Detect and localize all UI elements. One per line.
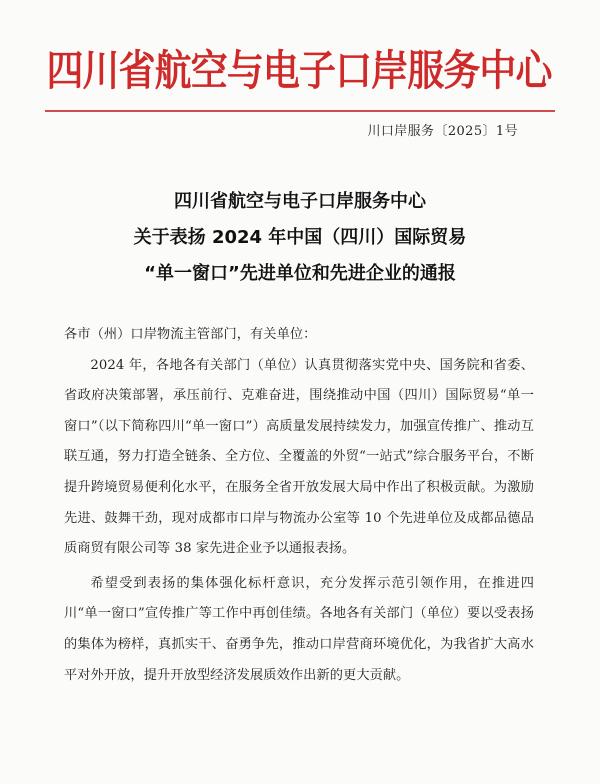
- document-number: 川口岸服务〔2025〕1号: [367, 124, 518, 139]
- salutation: 各市（州）口岸物流主管部门，有关单位：: [64, 327, 317, 342]
- notice-body: [64, 320, 534, 691]
- title-line-1: 四川省航空与电子口岸服务中心: [174, 191, 426, 212]
- letterhead-title: 四川省航空与电子口岸服务中心: [46, 46, 552, 95]
- body-paragraph-2: 希望受到表扬的集体强化标杆意识，充分发挥示范引领作用，在推进四川“单一窗口”宣传推广等工作中再创佳绩。各地各有关部门（单位）要以受表扬的集体为榜样，真抓实干、奋勇争先，推动口岸营商环境优化，为我省扩大高水平对外开放，提升开放型经济发展质效作出新的更大贡献。: [64, 575, 534, 683]
- title-line-3: “单一窗口”先进单位和先进企业的通报: [144, 263, 456, 284]
- title-line-2: 关于表扬 2024 年中国（四川）国际贸易: [133, 227, 467, 248]
- red-divider: [45, 110, 555, 112]
- document-title: [54, 184, 546, 292]
- body-paragraph-1: 2024 年，各地各有关部门（单位）认真贯彻落实党中央、国务院和省委、省政府决策部署，承压前行、克难奋进，围绕推动中国（四川）国际贸易“单一窗口”（以下简称四川“单一窗口”）高质量发展持续发力，加强宣传推广、推动互联互通，努力打造全链条、全方位、全覆盖的外贸“一站式”综合服务平台，不断提升跨境贸易便利化水平，在服务全省开放发展大局中作出了积极贡献。为激励先进、鼓舞干劲，现对成都市口岸与物流办公室等 10 个先进单位及成都品德品质商贸有限公司等 38 家先进企业予以通报表扬。: [64, 357, 535, 557]
